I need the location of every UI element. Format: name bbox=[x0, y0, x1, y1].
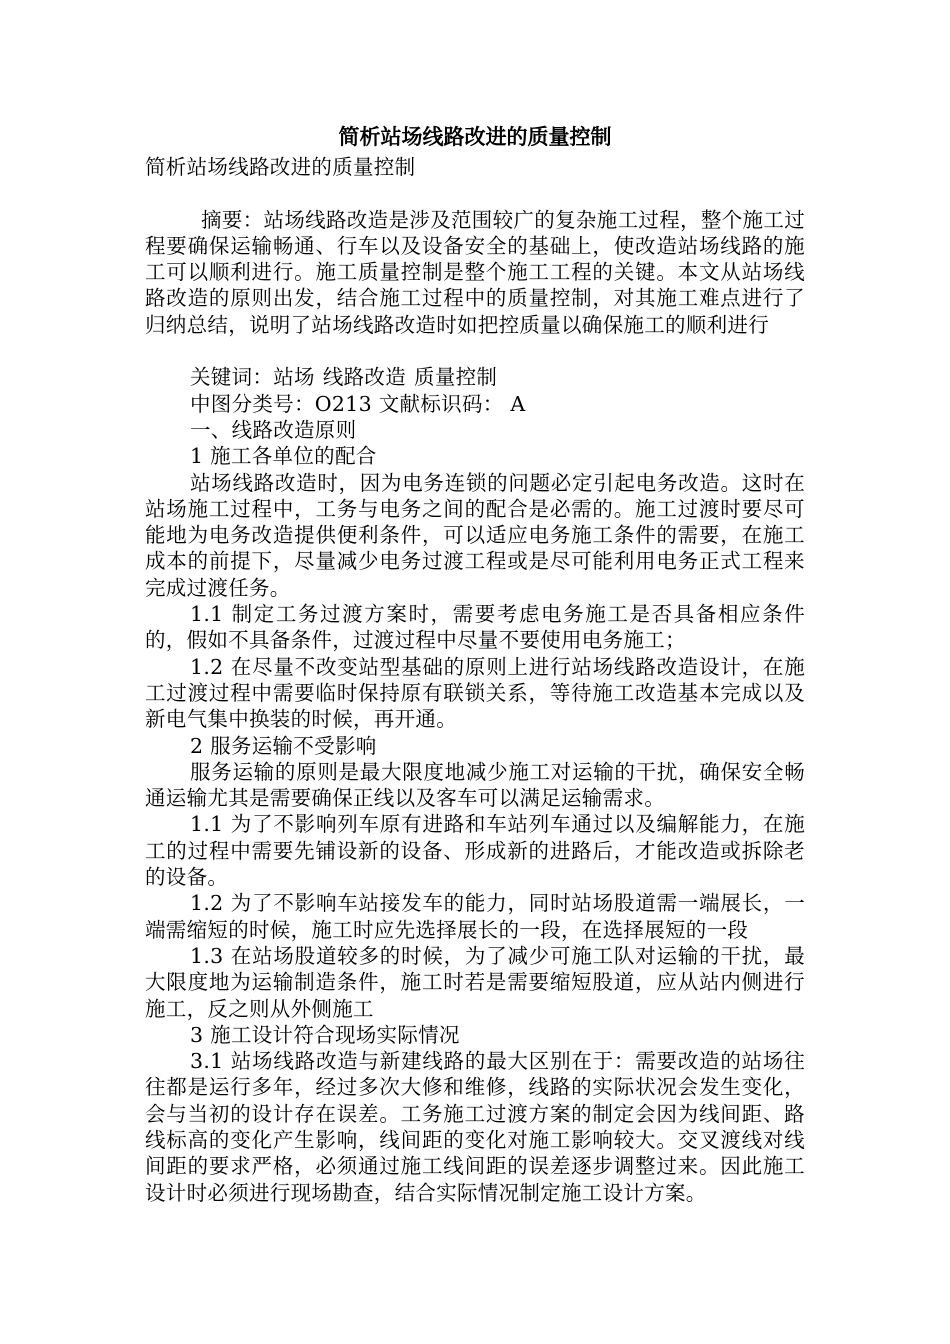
document-body bbox=[145, 120, 805, 1206]
keyword: 质量控制 bbox=[414, 365, 498, 390]
body-paragraph: 1.1 为了不影响列车原有进路和车站列车通过以及编解能力，在施工的过程中需要先铺设新的设备、形成新的进路后，才能改造或拆除老的设备。 bbox=[145, 812, 805, 890]
keywords-label: 关键词： bbox=[190, 365, 274, 390]
blank-line bbox=[145, 180, 805, 206]
subsection-heading: 2 服务运输不受影响 bbox=[190, 733, 377, 758]
keywords-line bbox=[145, 364, 805, 390]
blank-line bbox=[145, 338, 805, 364]
classification-line: 中图分类号：O213 文献标识码： A bbox=[190, 391, 526, 416]
document-title: 简析站场线路改进的质量控制 bbox=[338, 124, 612, 149]
document-subtitle: 简析站场线路改进的质量控制 bbox=[145, 155, 416, 179]
subsection-heading: 1 施工各单位的配合 bbox=[190, 444, 377, 469]
body-paragraph: 1.2 在尽量不改变站型基础的原则上进行站场线路改造设计，在施工过渡过程中需要临时保持原有联锁关系，等待施工改造基本完成以及新电气集中换装的时候，再开通。 bbox=[145, 654, 805, 732]
subsection-heading: 3 施工设计符合现场实际情况 bbox=[190, 1022, 460, 1047]
body-paragraph: 1.2 为了不影响车站接发车的能力，同时站场股道需一端展长，一端需缩短的时候，施工时应先选择展长的一段，在选择展短的一段 bbox=[145, 891, 805, 942]
abstract-paragraph: 摘要：站场线路改造是涉及范围较广的复杂施工过程，整个施工过程要确保运输畅通、行车以及设备安全的基础上，使改造站场线路的施工可以顺利进行。施工质量控制是整个施工工程的关键。本文从站场线路改造的原则出发，结合施工过程中的质量控制，对其施工难点进行了归纳总结，说明了站场线路改造时如把控质量以确保施工的顺利进行 bbox=[145, 207, 805, 337]
section-heading: 一、线路改造原则 bbox=[190, 417, 357, 442]
keyword: 站场 bbox=[273, 365, 315, 390]
keyword: 线路改造 bbox=[322, 365, 407, 390]
body-paragraph: 服务运输的原则是最大限度地减少施工对运输的干扰，确保安全畅通运输尤其是需要确保正线以及客车可以满足运输需求。 bbox=[145, 759, 805, 811]
body-paragraph: 1.1 制定工务过渡方案时，需要考虑电务施工是否具备相应条件的，假如不具备条件，过渡过程中尽量不要使用电务施工； bbox=[145, 602, 805, 653]
body-paragraph: 3.1 站场线路改造与新建线路的最大区别在于：需要改造的站场往往都是运行多年，经过多次大修和维修，线路的实际状况会发生变化，会与当初的设计存在误差。工务施工过渡方案的制定会因为线间距、路线标高的变化产生影响，线间距的变化对施工影响较大。交叉渡线对线间距的要求严格，必须通过施工线间距的误差逐步调整过来。因此施工设计时必须进行现场勘查，结合实际情况制定施工设计方案。 bbox=[145, 1049, 805, 1205]
body-paragraph: 1.3 在站场股道较多的时候，为了减少可施工队对运输的干扰，最大限度地为运输制造条件，施工时若是需要缩短股道，应从站内侧进行施工，反之则从外侧施工 bbox=[145, 943, 805, 1021]
body-paragraph: 站场线路改造时，因为电务连锁的问题必定引起电务改造。这时在站场施工过程中，工务与电务之间的配合是必需的。施工过渡时要尽可能地为电务改造提供便利条件，可以适应电务施工条件的需要，在施工成本的前提下，尽量减少电务过渡工程或是尽可能利用电务正式工程来完成过渡任务。 bbox=[145, 470, 805, 600]
